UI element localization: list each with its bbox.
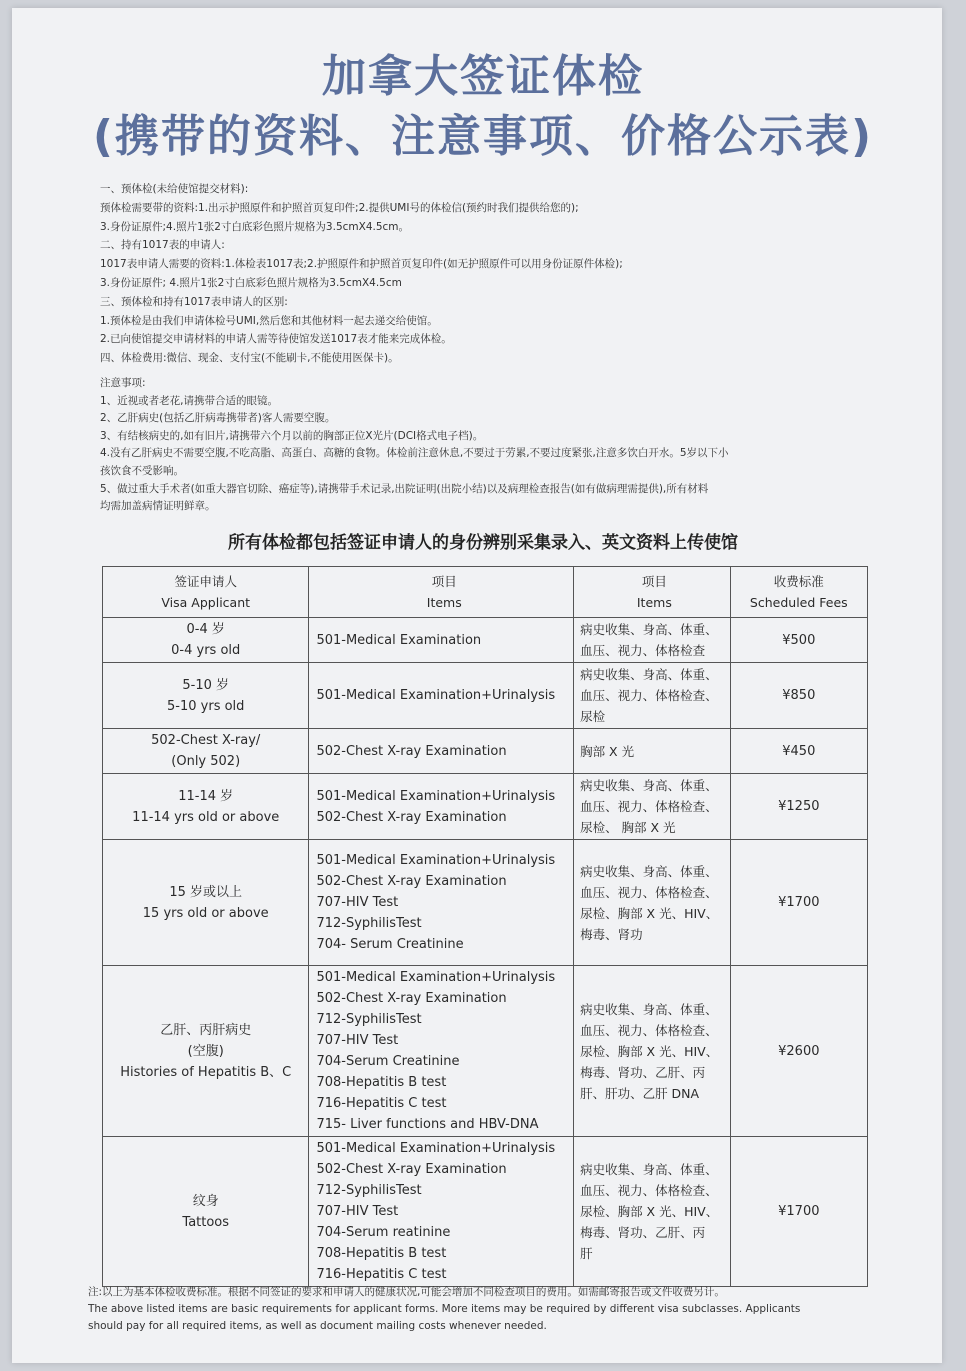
cell-line: 梅毒、肾功、乙肝、丙 (580, 1064, 706, 1080)
cell-line: 704-Serum reatinine (316, 1225, 451, 1240)
requirements-section (100, 180, 860, 368)
cell-line: 肝 (580, 1246, 593, 1261)
cell-line: 501-Medical Examination+Urinalysis (316, 788, 556, 804)
info-line: 1017表申请人需要的资料:1.体检表1017表;2.护照原件和护照首页复印件(如无护照原件可以用身份证原件体检); (100, 258, 623, 271)
note-line: 均需加盖病情证明鲜章。 (100, 500, 216, 513)
cell-line: 血压、视力、体格检查、 (580, 688, 718, 703)
table-row (103, 663, 868, 729)
cell-fee: ¥2600 (730, 966, 867, 1137)
column-header-label: Visa Applicant (161, 595, 251, 610)
cell-line: 梅毒、肾功、乙肝、丙 (580, 1225, 706, 1240)
cell-line: 血压、视力、体格检查、 (580, 1022, 718, 1038)
cell-line: 501-Medical Examination+Urinalysis (316, 970, 556, 985)
cell-line: 0-4 岁 (186, 622, 225, 637)
cell-line: 血压、视力、体格检查 (580, 643, 706, 658)
cell-items-cn (574, 840, 731, 966)
cell-line: Tattoos (182, 1214, 230, 1230)
cell-applicant (103, 729, 309, 774)
column-header-label: 项目 (641, 574, 667, 589)
info-line: 一、预体检(未给使馆提交材料): (100, 183, 249, 195)
cell-line: 501-Medical Examination+Urinalysis (316, 853, 556, 868)
cell-line: 707-HIV Test (316, 895, 399, 910)
cell-line: 尿检、胸部 X 光、HIV、 (580, 1043, 719, 1059)
cell-line: (空腹) (187, 1043, 224, 1059)
cell-items-cn (574, 618, 731, 663)
cell-line: 尿检、 胸部 X 光 (580, 820, 676, 835)
cell-line: 15 yrs old or above (142, 905, 269, 921)
table-row (103, 618, 868, 663)
column-header-label: 项目 (431, 574, 457, 589)
cell-line: 502-Chest X-ray/ (151, 733, 261, 748)
cell-line: 708-Hepatitis B test (316, 1075, 447, 1090)
column-header-label: Items (426, 595, 462, 610)
cell-line: 502-Chest X-ray Examination (316, 874, 507, 889)
info-line: 2.已向使馆提交申请材料的申请人需等待使馆发送1017表才能来完成体检。 (100, 333, 452, 346)
table-heading: 所有体检都包括签证申请人的身份辨别采集录入、英文资料上传使馆 (228, 533, 738, 553)
column-header (574, 567, 731, 618)
info-line: 1.预体检是由我们申请体检号UMI,然后您和其他材料一起去递交给使馆。 (100, 314, 438, 327)
cell-line: 胸部 X 光 (580, 743, 635, 759)
cell-line: 501-Medical Examination+Urinalysis (316, 688, 556, 703)
cell-items-en (309, 663, 574, 729)
info-line: 3.身份证原件; 4.照片1张2寸白底彩色照片规格为3.5cmX4.5cm (100, 276, 402, 289)
cell-items-cn (574, 663, 731, 729)
cell-items-en (309, 1137, 574, 1287)
page-subtitle: (携带的资料、注意事项、价格公示表) (92, 111, 874, 162)
cell-applicant (103, 1137, 309, 1287)
info-line: 二、持有1017表的申请人: (100, 239, 225, 252)
cell-fee: ¥1700 (730, 840, 867, 966)
note-line: 4.没有乙肝病史不需要空腹,不吃高脂、高蛋白、高糖的食物。体检前注意休息,不要过于劳累,不要过度紧张,注意多饮白开水。5岁以下小 (100, 447, 729, 460)
table-row (103, 840, 868, 966)
cell-line: 715- Liver functions and HBV-DNA (316, 1117, 539, 1132)
footer-line: 注:以上为基本体检收费标准。根据不同签证的要求和申请人的健康状况,可能会增加不同检查项目的费用。如需邮寄报告或文件收费另计。 (88, 1286, 725, 1298)
cell-line: 502-Chest X-ray Examination (316, 991, 507, 1006)
cell-line: 病史收集、身高、体重、 (580, 778, 718, 793)
cell-line: (Only 502) (171, 754, 241, 769)
cell-fee: ¥850 (730, 663, 867, 729)
cell-line: 病史收集、身高、体重、 (580, 1162, 718, 1177)
cell-items-en (309, 774, 574, 840)
cell-line: 502-Chest X-ray Examination (316, 809, 507, 825)
column-header-label: 签证申请人 (174, 574, 237, 589)
table-row (103, 966, 868, 1137)
cell-applicant (103, 840, 309, 966)
cell-line: 704- Serum Creatinine (316, 937, 464, 952)
cell-line: 712-SyphilisTest (316, 1183, 422, 1198)
cell-items-en (309, 966, 574, 1137)
column-header (730, 567, 867, 618)
cell-items-en (309, 729, 574, 774)
cell-line: 11-14 岁 (178, 788, 234, 804)
note-line: 2、乙肝病史(包括乙肝病毒携带者)客人需要空腹。 (100, 412, 336, 425)
notes-section (100, 375, 860, 516)
column-header-label: 收费标准 (773, 574, 824, 589)
cell-line: 血压、视力、体格检查、 (580, 1183, 718, 1198)
footer-line: The above listed items are basic requirements for applicant forms. More items may be required by different visa subclasses. Applicants (88, 1303, 801, 1315)
cell-line: 5-10 yrs old (167, 698, 245, 714)
note-line: 注意事项: (100, 377, 146, 389)
cell-line: 716-Hepatitis C test (316, 1096, 447, 1111)
cell-line: 501-Medical Examination+Urinalysis (316, 1141, 556, 1156)
column-header (103, 567, 309, 618)
cell-line: 502-Chest X-ray Examination (316, 1162, 507, 1177)
cell-line: 尿检 (580, 709, 606, 724)
page-title: 加拿大签证体检 (322, 51, 644, 102)
cell-line: 704-Serum Creatinine (316, 1054, 460, 1069)
table-row (103, 1137, 868, 1287)
info-line: 三、预体检和持有1017表申请人的区别: (100, 295, 288, 308)
table-row (103, 729, 868, 774)
cell-line: 纹身 (192, 1193, 219, 1209)
table-row (103, 774, 868, 840)
info-line: 预体检需要带的资料:1.出示护照原件和护照首页复印件;2.提供UMI号的体检信(预约时我们提供给您的); (100, 201, 579, 214)
note-line: 1、近视或者老花,请携带合适的眼镜。 (100, 394, 279, 407)
note-line: 3、有结核病史的,如有旧片,请携带六个月以前的胸部正位X光片(DCI格式电子档)。 (100, 429, 484, 442)
info-line: 四、体检费用:微信、现金、支付宝(不能刷卡,不能使用医保卡)。 (100, 352, 399, 365)
cell-line: 尿检、胸部 X 光、HIV、 (580, 905, 719, 921)
cell-line: 712-SyphilisTest (316, 1012, 422, 1027)
cell-line: 501-Medical Examination (316, 632, 482, 648)
cell-line: 0-4 yrs old (171, 643, 241, 658)
cell-line: 716-Hepatitis C test (316, 1267, 447, 1282)
footer-note (88, 1284, 898, 1335)
cell-items-cn (574, 729, 731, 774)
cell-line: 血压、视力、体格检查、 (580, 884, 718, 900)
fee-table (102, 566, 868, 1287)
cell-line: 尿检、胸部 X 光、HIV、 (580, 1204, 719, 1219)
cell-fee: ¥450 (730, 729, 867, 774)
cell-items-cn (574, 966, 731, 1137)
cell-line: 肝、肝功、乙肝 DNA (580, 1085, 700, 1101)
table-header-row (103, 567, 868, 618)
cell-line: 病史收集、身高、体重、 (580, 622, 718, 637)
cell-line: Histories of Hepatitis B、C (120, 1064, 292, 1080)
cell-line: 5-10 岁 (182, 677, 230, 693)
column-header-label: Items (636, 595, 672, 610)
cell-applicant (103, 663, 309, 729)
cell-applicant (103, 966, 309, 1137)
cell-items-en (309, 618, 574, 663)
info-line: 3.身份证原件;4.照片1张2寸白底彩色照片规格为3.5cmX4.5cm。 (100, 220, 410, 233)
cell-line: 血压、视力、体格检查、 (580, 799, 718, 814)
cell-line: 病史收集、身高、体重、 (580, 667, 718, 682)
cell-items-cn (574, 1137, 731, 1287)
cell-fee: ¥1700 (730, 1137, 867, 1287)
cell-items-cn (574, 774, 731, 840)
cell-line: 病史收集、身高、体重、 (580, 1001, 718, 1017)
cell-line: 11-14 yrs old or above (132, 809, 280, 825)
cell-line: 707-HIV Test (316, 1033, 399, 1048)
cell-items-en (309, 840, 574, 966)
cell-line: 乙肝、丙肝病史 (160, 1022, 252, 1038)
column-header-label: Scheduled Fees (749, 595, 848, 610)
column-header (309, 567, 574, 618)
cell-line: 502-Chest X-ray Examination (316, 743, 507, 759)
note-line: 孩饮食不受影响。 (100, 464, 184, 477)
cell-line: 707-HIV Test (316, 1204, 399, 1219)
footer-line: should pay for all required items, as well as document mailing costs whenever needed. (88, 1320, 547, 1332)
note-line: 5、做过重大手术者(如重大器官切除、癌症等),请携带手术记录,出院证明(出院小结)以及病理检查报告(如有做病理需提供),所有材料 (100, 482, 709, 495)
cell-applicant (103, 618, 309, 663)
cell-line: 梅毒、肾功 (580, 926, 643, 942)
cell-line: 712-SyphilisTest (316, 916, 422, 931)
cell-applicant (103, 774, 309, 840)
cell-fee: ¥1250 (730, 774, 867, 840)
cell-fee: ¥500 (730, 618, 867, 663)
cell-line: 15 岁或以上 (169, 884, 243, 900)
cell-line: 708-Hepatitis B test (316, 1246, 447, 1261)
cell-line: 病史收集、身高、体重、 (580, 863, 718, 879)
